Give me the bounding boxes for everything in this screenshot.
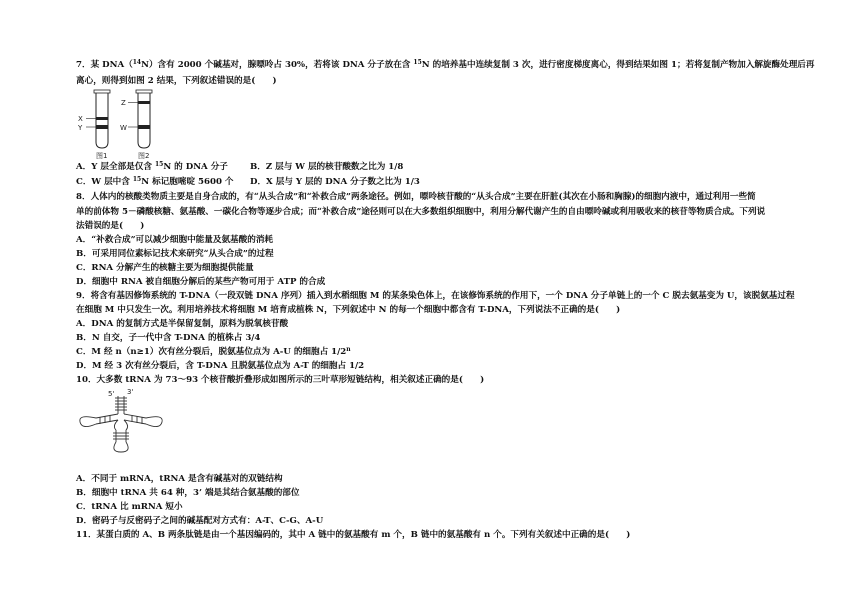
trna-cloverleaf-figure bbox=[72, 388, 172, 454]
q7-stem-line-1: 7．某 DNA（$^{14}$N）含有 2000 个碱基对，腺嘌呤占 30%，若将该 DNA 分子放在含 $^{15}$N 的培养基中连续复制 3 次，进行密度梯度离心，得到结果如图 1；若将复制产物加入解旋酶处理后再 bbox=[76, 59, 815, 70]
label-5-prime: 5' bbox=[108, 390, 115, 398]
q9-option-c[interactable]: C．M 经 n（n≥1）次有丝分裂后，脱氨基位点为 A-U 的细胞占 1/2$^n$ bbox=[76, 346, 351, 357]
q9-option-d[interactable]: D．M 经 3 次有丝分裂后，含 T-DNA 且脱氨基位点为 A-T 的细胞占 1/2 bbox=[76, 361, 365, 371]
caption-figure-1: 图1 bbox=[96, 152, 108, 160]
q10-option-c[interactable]: C．tRNA 比 mRNA 短小 bbox=[76, 502, 183, 512]
tube-figure-1 bbox=[77, 90, 110, 160]
q8-stem-line-1: 8．人体内的核酸类物质主要是自身合成的，有“从头合成”和“补救合成”两条途径。例如，嘌呤核苷酸的“从头合成”主要在肝脏(其次在小肠和胸腺)的细胞内液中，通过利用一些简 bbox=[76, 192, 756, 202]
label-x: X bbox=[78, 115, 83, 123]
label-y: Y bbox=[78, 124, 83, 132]
q8-stem-line-2: 单的前体物 5－磷酸核糖、氨基酸、一碳化合物等逐步合成；而“补救合成”途径则可以在大多数组织细胞中，利用分解代谢产生的自由嘌呤碱或利用吸收来的核苷等物质合成。下列说 bbox=[76, 207, 766, 217]
caption-figure-2: 图2 bbox=[138, 152, 150, 160]
q7-option-a[interactable]: A．Y 层全部是仅含 $^{15}$N 的 DNA 分子 bbox=[76, 161, 228, 172]
centrifuge-tubes-figure bbox=[76, 88, 166, 160]
q9-stem-line-2: 在细胞 M 中只发生一次。利用培养技术将细胞 M 培育成植株 N，下列叙述中 N 的每一个细胞中都含有 T-DNA，下列说法不正确的是( ) bbox=[76, 305, 621, 315]
q8-option-a[interactable]: A．“补救合成”可以减少细胞中能量及氨基酸的消耗 bbox=[76, 235, 274, 245]
q7-option-c[interactable]: C．W 层中含 $^{15}$N 标记胞嘧啶 5600 个 bbox=[76, 176, 234, 187]
q10-option-a[interactable]: A．不同于 mRNA，tRNA 是含有碱基对的双链结构 bbox=[76, 474, 283, 484]
q10-option-b[interactable]: B．细胞中 tRNA 共 64 种，3’ 端是其结合氨基酸的部位 bbox=[76, 488, 300, 498]
label-w: W bbox=[120, 124, 127, 132]
tube-figure-2 bbox=[120, 90, 152, 160]
q8-option-d[interactable]: D．细胞中 RNA 被自细胞分解后的某些产物可用于 ATP 的合成 bbox=[76, 277, 326, 287]
label-z: Z bbox=[121, 99, 126, 107]
q9-option-a[interactable]: A．DNA 的复制方式是半保留复制，原料为脱氧核苷酸 bbox=[76, 319, 289, 329]
q10-option-d[interactable]: D．密码子与反密码子之间的碱基配对方式有：A-T、C-G、A-U bbox=[76, 516, 324, 526]
q9-option-b[interactable]: B．N 自交，子一代中含 T-DNA 的植株占 3/4 bbox=[76, 333, 261, 343]
label-3-prime: 3' bbox=[127, 388, 134, 396]
q7-option-d[interactable]: D．X 层与 Y 层的 DNA 分子数之比为 1/3 bbox=[250, 177, 420, 187]
q7-stem-line-2: 离心，则得到如图 2 结果，下列叙述错误的是( ) bbox=[76, 76, 277, 86]
q8-option-b[interactable]: B．可采用同位素标记技术来研究“从头合成”的过程 bbox=[76, 249, 274, 259]
q7-option-b[interactable]: B．Z 层与 W 层的核苷酸数之比为 1/8 bbox=[250, 162, 404, 172]
q11-stem: 11．某蛋白质的 A、B 两条肽链是由一个基因编码的，其中 A 链中的氨基酸有 m 个，B 链中的氨基酸有 n 个。下列有关叙述中正确的是( ) bbox=[76, 530, 631, 540]
q9-stem-line-1: 9．将含有基因修饰系统的 T-DNA（一段双链 DNA 序列）插入到水稻细胞 M 的某条染色体上，在该修饰系统的作用下，一个 DNA 分子单链上的一个 C 脱去氨基变为 U，该脱氨基过程 bbox=[76, 291, 795, 301]
q8-stem-line-3: 法错误的是( ) bbox=[76, 221, 145, 231]
q8-option-c[interactable]: C．RNA 分解产生的核糖主要为细胞提供能量 bbox=[76, 263, 254, 273]
q10-stem: 10．大多数 tRNA 为 73～93 个核苷酸折叠形成如图所示的三叶草形短链结构，相关叙述正确的是( ) bbox=[76, 375, 485, 385]
